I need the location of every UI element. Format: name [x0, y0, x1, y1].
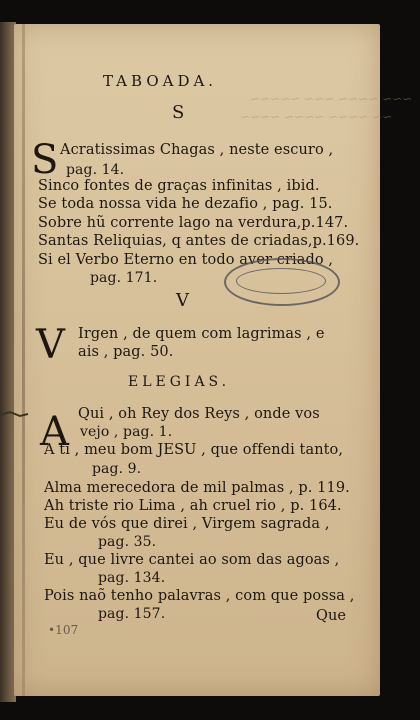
- bleed-through-text: ~~~ ~~~~ ~~~ ~~~~~: [250, 92, 413, 106]
- page-mark: •107: [48, 623, 79, 637]
- entry-line: Irgen , de quem com lagrimas , e: [78, 326, 325, 342]
- section-heading-elegias: ELEGIAS.: [128, 374, 231, 390]
- drop-cap-v: V: [36, 322, 65, 368]
- catchword: Que: [316, 608, 347, 624]
- library-stamp: [224, 258, 340, 306]
- entry-line: Santas Reliquias, q antes de criadas,p.169.: [38, 233, 360, 249]
- entry-line: A ti , meu bom JESU , que offendi tanto,: [44, 442, 344, 458]
- binding-thread: [0, 408, 28, 422]
- section-heading-s: S: [172, 102, 185, 123]
- entry-line: Si el Verbo Eterno en todo aver criado ,: [38, 252, 334, 268]
- page-gutter: [22, 24, 25, 696]
- bleed-through-text: ~~ ~~~~ ~~~~ ~~~~: [240, 110, 393, 124]
- entry-line: Sobre hũ corrente lago na verdura,p.147.: [38, 215, 349, 231]
- drop-cap-a: A: [40, 409, 69, 455]
- entry-line: pag. 171.: [90, 270, 158, 286]
- library-stamp-inner-ring: [236, 268, 326, 294]
- entry-line: Se toda nossa vida he dezafio , pag. 15.: [38, 196, 333, 212]
- entry-line: pag. 157.: [98, 606, 166, 622]
- entry-line: pag. 35.: [98, 534, 157, 550]
- entry-line: pag. 14.: [66, 162, 125, 178]
- section-heading-v: V: [176, 290, 190, 311]
- entry-line: Eu de vós que direi , Virgem sagrada ,: [44, 516, 330, 532]
- entry-line: Acratissimas Chagas , neste escuro ,: [60, 142, 334, 158]
- drop-cap-s: S: [31, 137, 59, 183]
- entry-line: Qui , oh Rey dos Reys , onde vos: [78, 406, 320, 422]
- entry-line: pag. 134.: [98, 570, 166, 586]
- entry-line: Ah triste rio Lima , ah cruel rio , p. 164.: [44, 498, 342, 514]
- page-header: TABOADA.: [103, 72, 218, 90]
- entry-line: Eu , que livre cantei ao som das agoas ,: [44, 552, 340, 568]
- entry-line: pag. 9.: [92, 461, 142, 477]
- entry-line: Alma merecedora de mil palmas , p. 119.: [44, 480, 350, 496]
- entry-line: ais , pag. 50.: [78, 344, 174, 360]
- entry-line: Pois naõ tenho palavras , com que possa ,: [44, 588, 355, 604]
- entry-line: vejo , pag. 1.: [80, 424, 173, 440]
- entry-line: Sinco fontes de graças infinitas , ibid.: [38, 178, 320, 194]
